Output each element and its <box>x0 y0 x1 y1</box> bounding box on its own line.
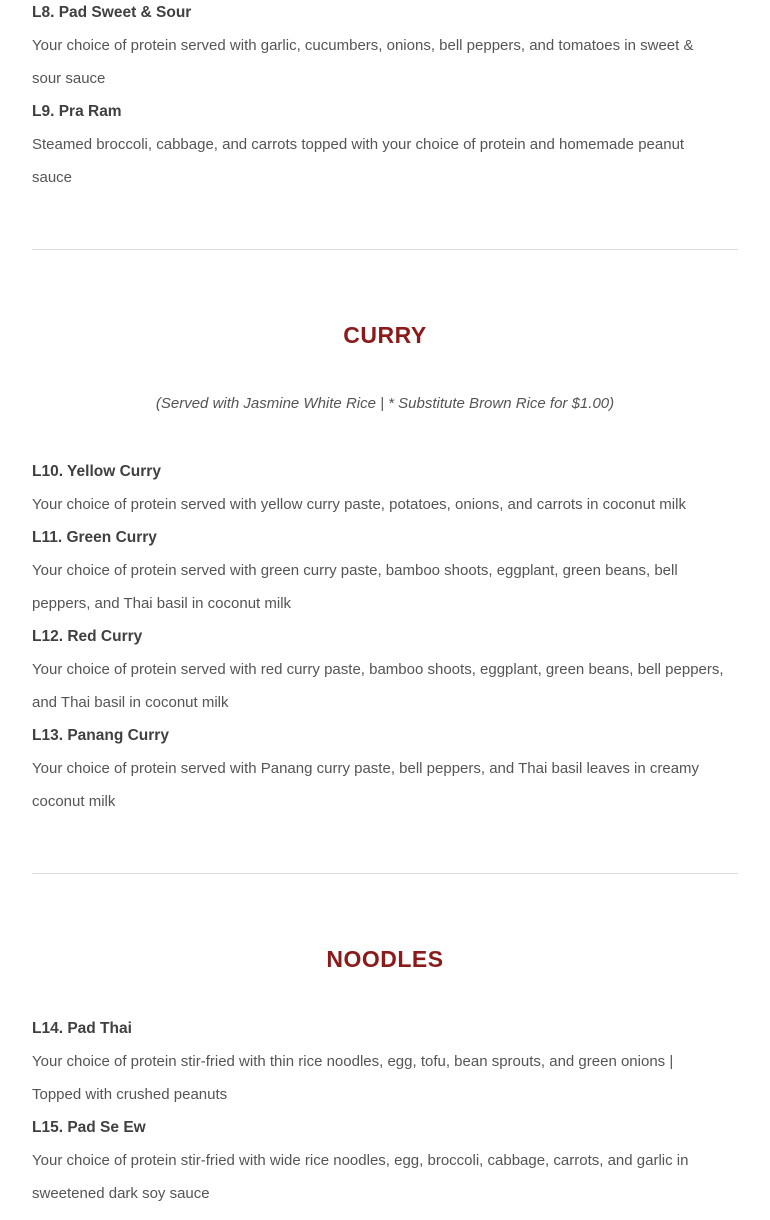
item-name: L8. Pad Sweet & Sour <box>32 4 192 21</box>
item-description: Your choice of protein served with red curry paste, bamboo shoots, eggplant, green beans, bell peppers, and Thai basil in coconut milk <box>32 661 724 711</box>
section-divider <box>32 873 738 874</box>
menu-item <box>32 620 738 719</box>
item-description: Steamed broccoli, cabbage, and carrots topped with your choice of protein and homemade peanut sauce <box>32 136 685 186</box>
item-description: Your choice of protein served with green curry paste, bamboo shoots, eggplant, green beans, bell peppers, and Thai basil in coconut milk <box>32 562 678 612</box>
section-divider <box>32 249 738 250</box>
section-note: (Served with Jasmine White Rice | * Substitute Brown Rice for $1.00) <box>155 395 615 412</box>
item-description: Your choice of protein served with yellow curry paste, potatoes, onions, and carrots in coconut milk <box>32 496 686 513</box>
menu-item <box>32 0 738 95</box>
menu-item <box>32 1012 738 1111</box>
menu-item <box>32 1111 738 1210</box>
item-name: L10. Yellow Curry <box>32 463 161 480</box>
section-title-curry: CURRY <box>343 322 427 348</box>
menu-item <box>32 95 738 194</box>
menu-item <box>32 719 738 818</box>
item-name: L15. Pad Se Ew <box>32 1119 146 1136</box>
item-name: L13. Panang Curry <box>32 727 169 744</box>
item-name: L14. Pad Thai <box>32 1020 132 1037</box>
menu-item <box>32 455 738 521</box>
item-name: L9. Pra Ram <box>32 103 122 120</box>
item-description: Your choice of protein stir-fried with thin rice noodles, egg, tofu, bean sprouts, and green onions | Topped with crushed peanuts <box>32 1053 674 1103</box>
item-description: Your choice of protein served with Panang curry paste, bell peppers, and Thai basil leaves in creamy coconut milk <box>32 760 700 810</box>
item-name: L12. Red Curry <box>32 628 143 645</box>
item-description: Your choice of protein stir-fried with wide rice noodles, egg, broccoli, cabbage, carrots, and garlic in sweetened dark soy sauce <box>32 1152 689 1202</box>
section-title-noodles: NOODLES <box>326 946 444 972</box>
item-name: L11. Green Curry <box>32 529 157 546</box>
item-description: Your choice of protein served with garlic, cucumbers, onions, bell peppers, and tomatoes in sweet & sour sauce <box>32 37 694 87</box>
menu-item <box>32 521 738 620</box>
